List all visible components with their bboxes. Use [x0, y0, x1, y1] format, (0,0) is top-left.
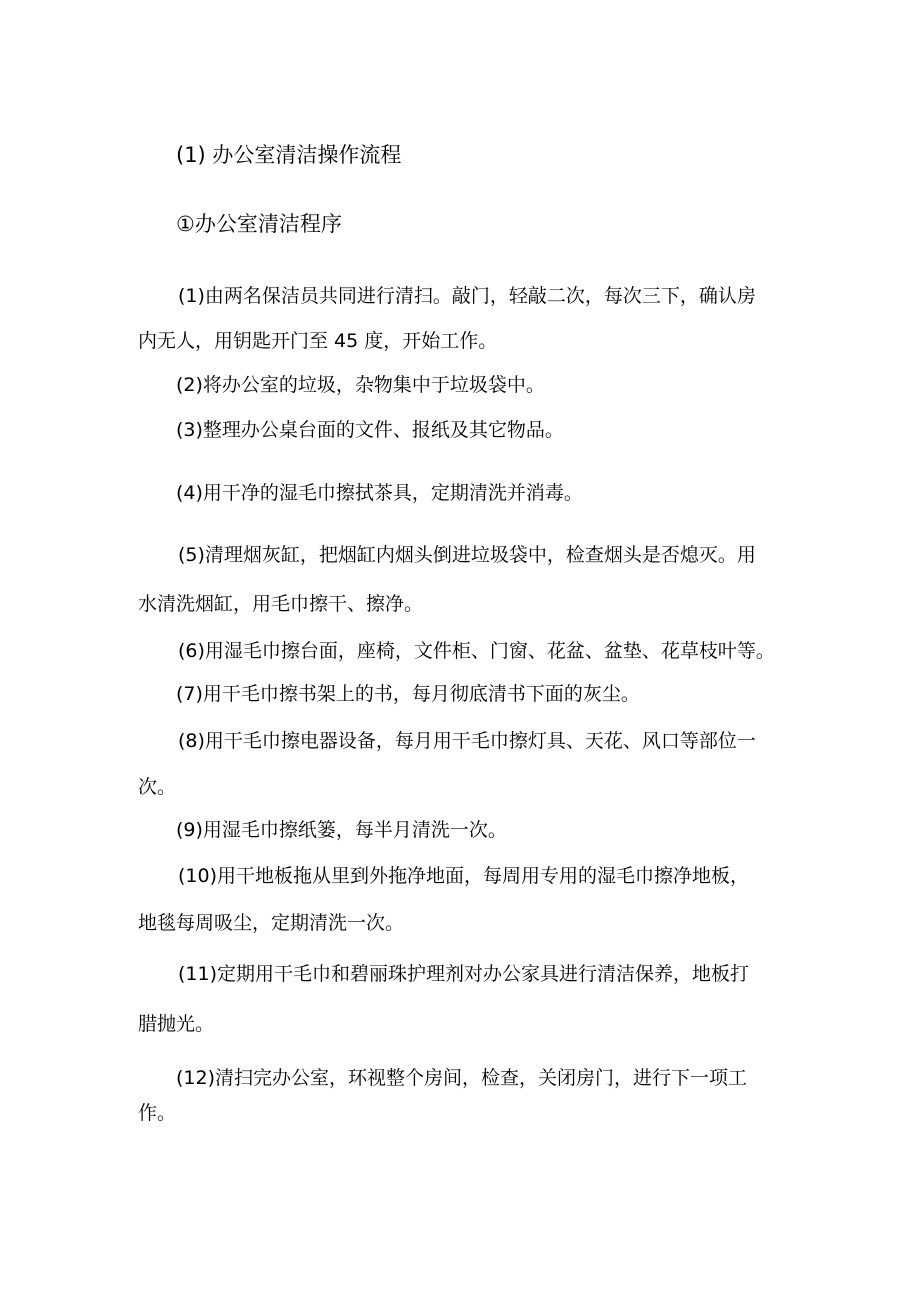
step-7: (7)用干毛巾擦书架上的书，每月彻底清书下面的灰尘。	[176, 683, 640, 705]
step-10-line-2: 地毯每周吸尘，定期清洗一次。	[138, 912, 405, 934]
step-11-line-1: (11)定期用干毛巾和碧丽珠护理剂对办公家具进行清洁保养，地板打	[178, 963, 750, 985]
step-8-line-1: (8)用干毛巾擦电器设备，每月用干毛巾擦灯具、天花、风口等部位一	[178, 730, 756, 752]
step-5-line-2: 水清洗烟缸，用毛巾擦干、擦净。	[138, 593, 424, 615]
subsection-title: ①办公室清洁程序	[176, 212, 342, 236]
step-1-line-1: (1)由两名保洁员共同进行清扫。敲门，轻敲二次，每次三下，确认房	[178, 285, 756, 307]
step-6: (6)用湿毛巾擦台面，座椅，文件柜、门窗、花盆、盆垫、花草枝叶等。	[178, 640, 775, 662]
step-1-line-2: 内无人，用钥匙开门至 45 度，开始工作。	[138, 330, 498, 352]
step-3: (3)整理办公桌台面的文件、报纸及其它物品。	[176, 419, 564, 441]
section-title: (1) 办公室清洁操作流程	[176, 143, 402, 167]
step-12-line-2: 作。	[138, 1102, 177, 1124]
step-4: (4)用干净的湿毛巾擦拭茶具，定期清洗并消毒。	[176, 482, 583, 504]
step-10-line-1: (10)用干地板拖从里到外拖净地面，每周用专用的湿毛巾擦净地板，	[178, 865, 750, 887]
step-2: (2)将办公室的垃圾，杂物集中于垃圾袋中。	[176, 374, 545, 396]
step-11-line-2: 腊抛光。	[138, 1013, 215, 1035]
step-9: (9)用湿毛巾擦纸篓，每半月清洗一次。	[176, 819, 507, 841]
step-8-line-2: 次。	[138, 776, 177, 798]
step-12-line-1: (12)清扫完办公室，环视整个房间，检查，关闭房门，进行下一项工	[176, 1067, 748, 1089]
step-5-line-1: (5)清理烟灰缸，把烟缸内烟头倒进垃圾袋中，检查烟头是否熄灭。用	[178, 544, 756, 566]
